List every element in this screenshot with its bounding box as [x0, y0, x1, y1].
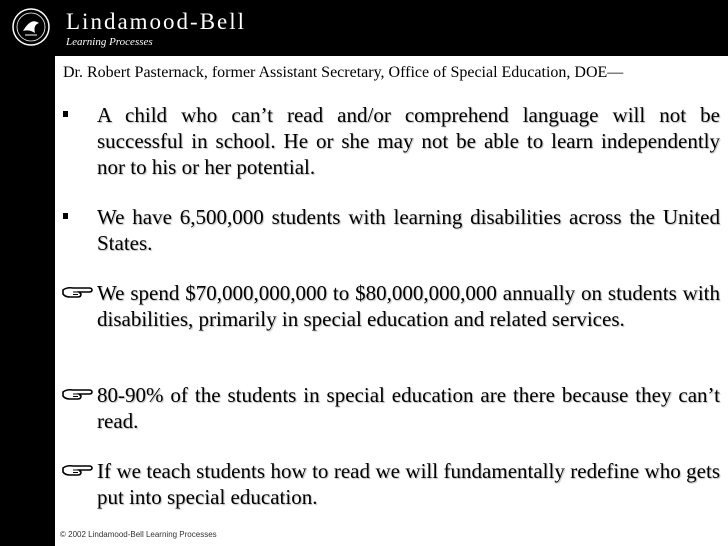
pointing-hand-icon: [61, 386, 95, 402]
bullet-item: [61, 458, 721, 510]
brand-name: Lindamood-Bell: [66, 9, 247, 34]
bullet-item: [61, 204, 721, 256]
header-bar: [0, 0, 728, 56]
attribution-line: Dr. Robert Pasternack, former Assistant Secretary, Office of Special Education, DOE—: [63, 64, 624, 81]
pointing-hand-icon: [61, 284, 95, 300]
left-sidebar: [0, 0, 55, 546]
bullet-text: If we teach students how to read we will fundamentally redefine who gets put into special education.: [97, 459, 720, 509]
bullet-text: A child who can’t read and/or comprehend language will not be successful in school. He or she may not be able to learn independently nor to his or her potential.: [97, 103, 720, 179]
bullet-item: [61, 280, 721, 332]
bullet-text: 80-90% of the students in special education are there because they can’t read.: [97, 383, 720, 433]
seal-logo-icon: [11, 7, 51, 47]
pointing-hand-icon: [61, 462, 95, 478]
brand-tagline: Learning Processes: [66, 36, 153, 48]
bullet-item: [61, 102, 721, 180]
bullet-text: We spend $70,000,000,000 to $80,000,000,000 annually on students with disabilities, primarily in special education and related services.: [97, 281, 720, 331]
copyright-footer: © 2002 Lindamood-Bell Learning Processes: [60, 530, 217, 539]
bullet-item: [61, 382, 721, 434]
slide-content: [55, 56, 728, 546]
bullet-text: We have 6,500,000 students with learning disabilities across the United States.: [97, 205, 720, 255]
